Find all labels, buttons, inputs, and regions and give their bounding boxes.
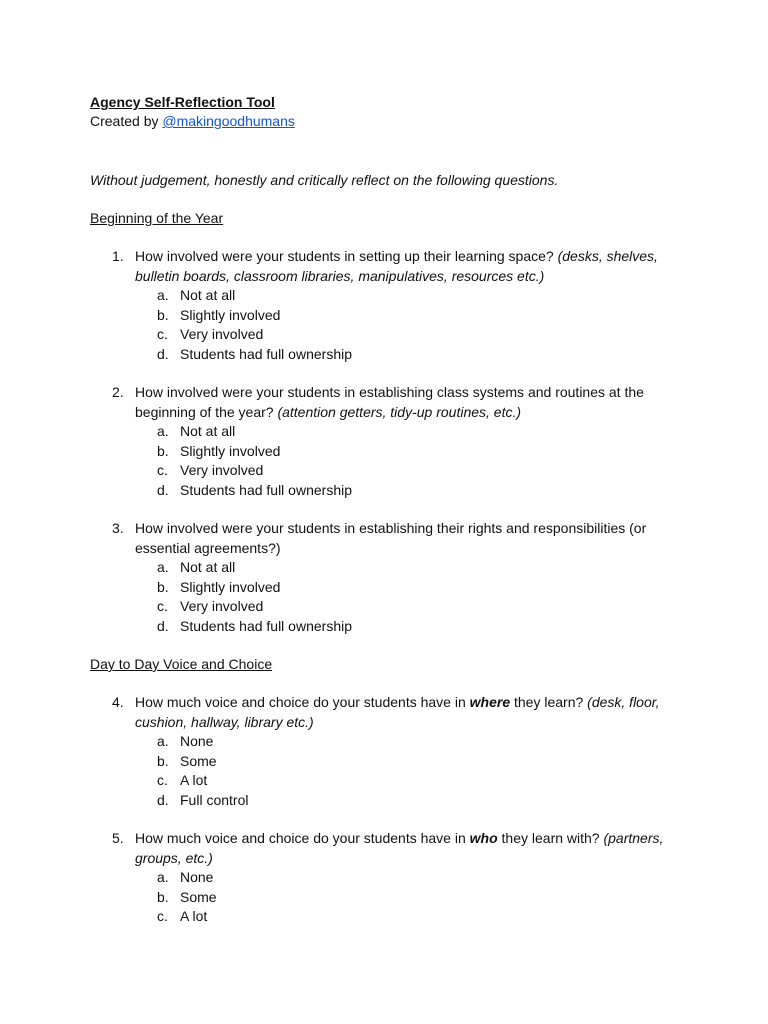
question-number: 1. — [112, 248, 124, 264]
answer-option[interactable]: a. Not at all — [157, 423, 236, 439]
answer-option[interactable]: a. Not at all — [157, 287, 236, 303]
answer-options — [112, 286, 672, 364]
question-emphasis: who — [469, 830, 498, 846]
answer-option[interactable]: a. Not at all — [157, 559, 236, 575]
section-heading-beginning-of-year: Beginning of the Year — [90, 210, 224, 226]
answer-option[interactable]: b. Slightly involved — [157, 442, 281, 459]
answer-options — [112, 558, 672, 636]
question-text: How much voice and choice do your students have in who they learn with? (partners, groups, etc.) — [135, 830, 664, 866]
section-heading-voice-and-choice: Day to Day Voice and Choice — [90, 656, 273, 672]
answer-option[interactable]: d. Students had full ownership — [157, 617, 352, 634]
answer-option[interactable]: b. Slightly involved — [157, 306, 281, 323]
document-title: Agency Self-Reflection Tool — [90, 94, 275, 110]
question-text: How involved were your students in establishing class systems and routines at the beginning of the year? (attention getters, tidy-up routines, etc.) — [135, 384, 644, 420]
answer-option[interactable]: a. None — [157, 869, 214, 885]
question-3 — [112, 519, 672, 636]
author-credit — [90, 112, 295, 130]
answer-option[interactable]: b. Slightly involved — [157, 578, 281, 595]
answer-option[interactable]: c. A lot — [157, 908, 208, 924]
answer-option[interactable]: b. Some — [157, 752, 217, 769]
answer-option[interactable]: d. Students had full ownership — [157, 481, 352, 498]
answer-option[interactable]: c. Very involved — [157, 326, 264, 342]
question-emphasis: where — [469, 694, 511, 710]
answer-option[interactable]: d. Students had full ownership — [157, 345, 352, 362]
answer-option[interactable]: c. Very involved — [157, 462, 264, 478]
answer-option[interactable]: c. A lot — [157, 772, 208, 788]
question-number: 4. — [112, 694, 124, 710]
question-2 — [112, 383, 672, 500]
question-number: 3. — [112, 520, 124, 536]
author-credit-prefix: Created by — [90, 113, 163, 129]
question-number: 2. — [112, 384, 124, 400]
question-hint: (partners, groups, etc.) — [135, 830, 664, 866]
question-text: How involved were your students in setting up their learning space? (desks, shelves, bulletin boards, classroom libraries, manipulatives, resources etc.) — [135, 248, 658, 284]
question-number: 5. — [112, 830, 124, 846]
answer-options — [112, 868, 672, 927]
question-hint: (desk, floor, cushion, hallway, library etc.) — [135, 694, 660, 730]
question-4 — [112, 693, 672, 810]
question-1 — [112, 247, 672, 364]
answer-option[interactable]: b. Some — [157, 888, 217, 905]
answer-options — [112, 732, 672, 810]
intro-instructions: Without judgement, honestly and critically reflect on the following questions. — [90, 172, 559, 188]
answer-option[interactable]: a. None — [157, 733, 214, 749]
author-link[interactable]: @makingoodhumans — [162, 113, 295, 129]
question-text: How much voice and choice do your students have in where they learn? (desk, floor, cushion, hallway, library etc.) — [135, 694, 660, 730]
answer-option[interactable]: c. Very involved — [157, 598, 264, 614]
answer-option[interactable]: d. Full control — [157, 791, 249, 808]
answer-options — [112, 422, 672, 500]
question-text: How involved were your students in establishing their rights and responsibilities (or essential agreements?) — [135, 520, 647, 556]
question-5 — [112, 829, 672, 927]
question-hint: (desks, shelves, bulletin boards, classroom libraries, manipulatives, resources etc.) — [135, 248, 658, 284]
question-hint: (attention getters, tidy-up routines, etc.) — [277, 403, 522, 420]
